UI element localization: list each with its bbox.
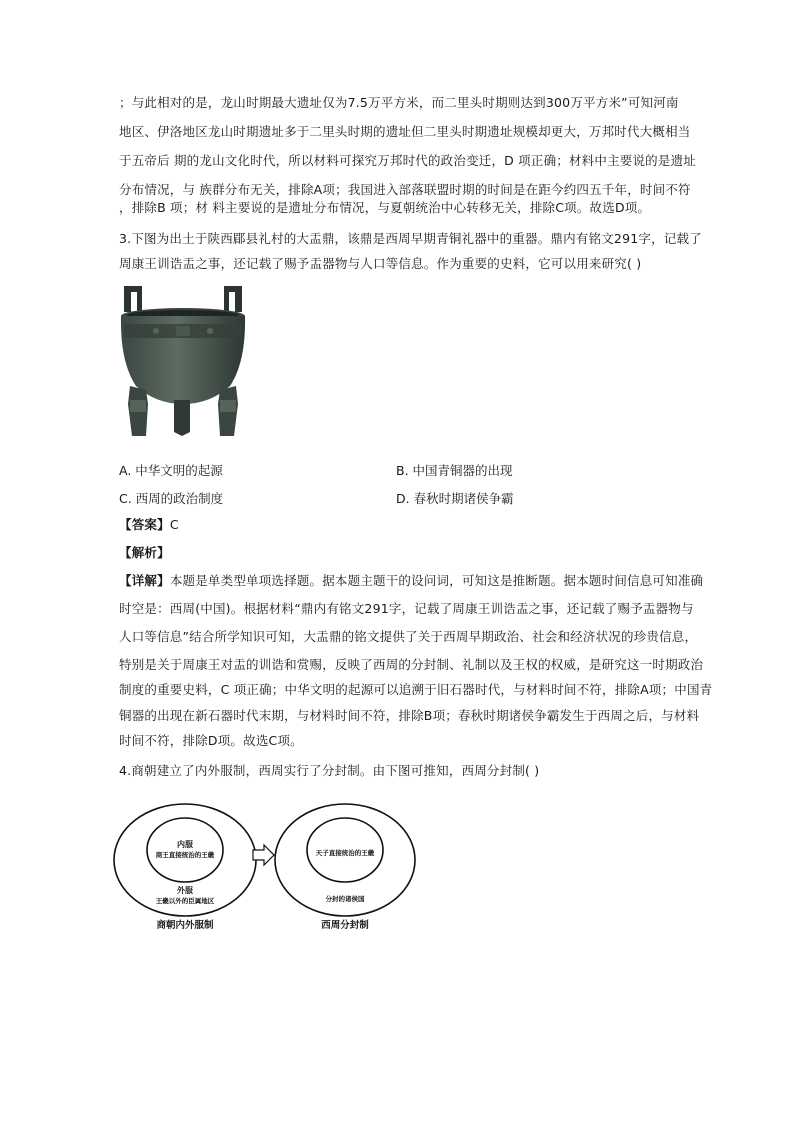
left-outer-sub: 王畿以外的臣属地区 — [155, 897, 215, 905]
answer-label: 【答案】 — [119, 517, 170, 532]
q2-line-5: ，排除B 项；材 料主要说的是遗址分布情况，与夏朝统治中心转移无关，排除C项。故选D项。 — [119, 200, 651, 215]
q2-line-1: ；与此相对的是，龙山时期最大遗址仅为7.5万平方米，而二里头时期则达到300万平方米”可知河南 — [119, 95, 679, 110]
right-inner-sub: 天子直接统治的王畿 — [315, 849, 375, 857]
q2-line-4: 分布情况，与 族群分布无关，排除A项；我国进入部落联盟时期的时间是在距今约四五千年，时间不符 — [119, 182, 691, 197]
left-inner-sub: 商王直接统治的王畿 — [155, 851, 215, 859]
q3-answer — [119, 517, 179, 533]
q2-line-3: 于五帝后 期的龙山文化时代，所以材料可探究万邦时代的政治变迁，D 项正确；材料中主要说的是遗址 — [119, 153, 696, 168]
q3-detail-line-1 — [119, 573, 703, 589]
left-outer-title: 外服 — [177, 886, 193, 895]
q3-option-b: B. 中国青铜器的出现 — [396, 463, 513, 478]
right-outer-sub: 分封的诸侯国 — [325, 895, 365, 903]
q3-option-c: C. 西周的政治制度 — [119, 491, 224, 506]
q3-option-a: A. 中华文明的起源 — [119, 463, 223, 478]
q3-stem-line-2: 周康王训诰盂之事，还记载了赐予盂器物与人口等信息。作为重要的史料，它可以用来研究( ) — [119, 256, 642, 271]
right-caption: 西周分封制 — [321, 920, 369, 931]
left-caption: 商朝内外服制 — [156, 920, 214, 931]
answer-value: C — [169, 517, 179, 532]
da-yu-ding-image — [116, 282, 250, 438]
q3-detail-line-2: 时空是：西周(中国)。根据材料“鼎内有铭文291字，记载了周康王训诰盂之事，还记载了赐予盂器物与 — [119, 601, 694, 616]
q4-diagram — [110, 800, 420, 940]
left-inner-circle — [147, 818, 223, 882]
detail-label: 【详解】 — [119, 573, 170, 588]
q2-line-2: 地区、伊洛地区龙山时期遗址多于二里头时期的遗址但二里头时期遗址规模却更大，万邦时代大概相当 — [119, 124, 691, 139]
q4-stem: 4.商朝建立了内外服制，西周实行了分封制。由下图可推知，西周分封制( ) — [119, 763, 540, 778]
left-inner-title: 内服 — [177, 840, 193, 849]
q3-detail-line-3: 人口等信息”结合所学知识可知，大盂鼎的铭文提供了关于西周早期政治、社会和经济状况的珍贵信息， — [119, 629, 698, 644]
q3-stem-line-1: 3.下图为出土于陕西郿县礼村的大盂鼎，该鼎是西周早期青铜礼器中的重器。鼎内有铭文291字，记载了 — [119, 231, 702, 246]
q3-detail-line-7: 时间不符，排除D项。故选C项。 — [119, 733, 303, 748]
q3-detail-line-6: 铜器的出现在新石器时代末期，与材料时间不符，排除B项；春秋时期诸侯争霸发生于西周之后，与材料 — [119, 708, 700, 723]
q3-detail-line-5: 制度的重要史料，C 项正确；中华文明的起源可以追溯于旧石器时代，与材料时间不符，排除A项；中国青 — [119, 682, 713, 697]
q3-option-d: D. 春秋时期诸侯争霸 — [396, 491, 514, 506]
analysis-label: 【解析】 — [119, 545, 170, 560]
q3-detail-text-1: 本题是单类型单项选择题。据本题主题干的设问词，可知这是推断题。据本题时间信息可知准确 — [169, 573, 704, 588]
q3-detail-line-4: 特别是关于周康王对盂的训诰和赏赐，反映了西周的分封制、礼制以及王权的权威，是研究这一时期政治 — [119, 657, 704, 672]
